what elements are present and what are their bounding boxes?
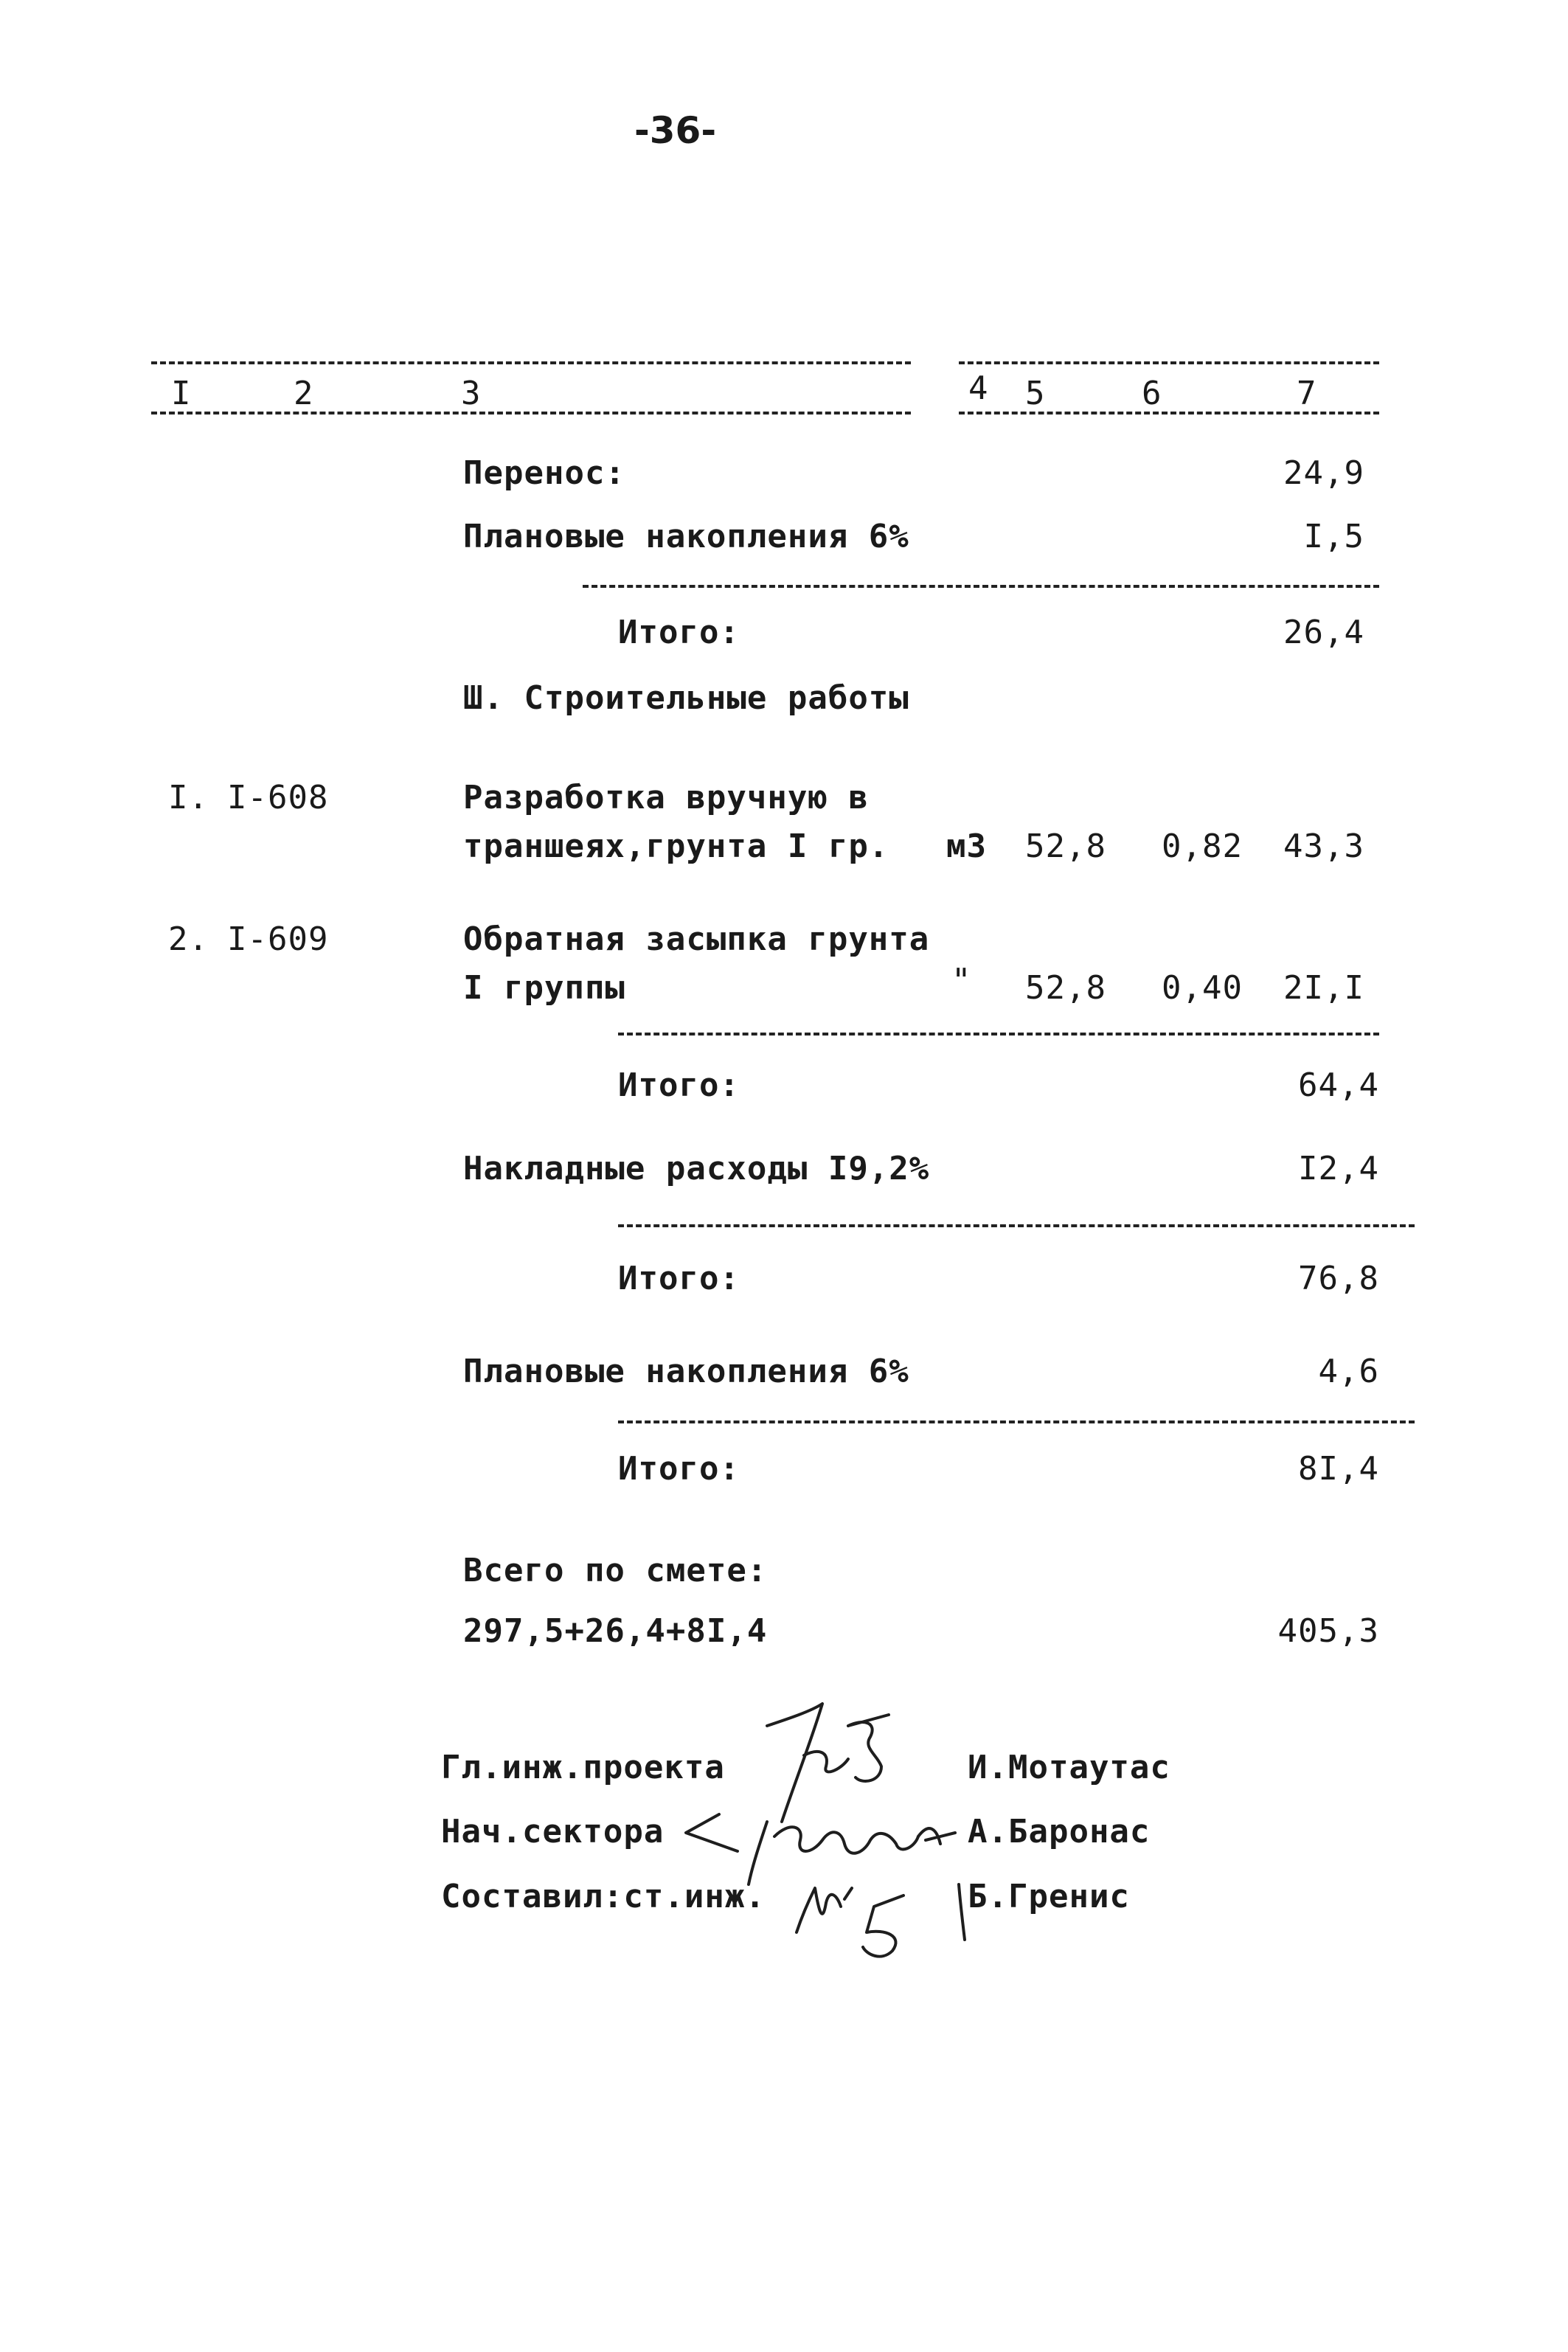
item-2-price: 0,40 (1162, 969, 1243, 1007)
signature-name-2: А.Баронас (968, 1813, 1151, 1850)
subtotal-2-total: 64,4 (1298, 1066, 1379, 1104)
item-2-unit: " (951, 962, 972, 999)
grand-total-value: 405,3 (1277, 1612, 1379, 1650)
signature-name-1: И.Мотаутас (968, 1749, 1170, 1786)
column-header-1: I (171, 375, 192, 412)
item-1-desc-line-1: Разработка вручную в (463, 779, 869, 816)
column-header-5: 5 (1025, 375, 1046, 412)
plan-savings-1-total: I,5 (1303, 518, 1364, 555)
column-header-6: 6 (1142, 375, 1162, 412)
item-1-total: 43,3 (1283, 828, 1364, 865)
grand-total-formula: 297,5+26,4+8I,4 (463, 1612, 768, 1650)
subtotal-1-total: 26,4 (1283, 614, 1364, 651)
section-heading: Ш. Строительные работы (463, 679, 909, 717)
signature-role-1: Гл.инж.проекта (441, 1749, 725, 1786)
item-1-quantity: 52,8 (1025, 828, 1106, 865)
item-1-desc-line-2: траншеях,грунта I гр. (463, 828, 889, 865)
item-2-desc-line-2: I группы (463, 969, 625, 1007)
item-1-number: I. (168, 779, 209, 816)
item-2-quantity: 52,8 (1025, 969, 1106, 1007)
plan-savings-2-label: Плановые накопления 6% (463, 1353, 909, 1390)
item-1-price: 0,82 (1162, 828, 1243, 865)
subtotal-4-total: 8I,4 (1298, 1450, 1379, 1488)
subtotal-3-label: Итого: (618, 1260, 740, 1297)
item-2-number: 2. (168, 920, 209, 958)
column-header-3: 3 (461, 375, 482, 412)
column-header-2: 2 (294, 375, 314, 412)
page-number: -36- (634, 109, 717, 152)
item-2-total: 2I,I (1283, 969, 1364, 1007)
subtotal-2-label: Итого: (618, 1066, 740, 1104)
subtotal-1-label: Итого: (618, 614, 740, 651)
item-2-code: I-609 (227, 920, 329, 958)
overhead-total: I2,4 (1298, 1150, 1379, 1187)
overhead-label: Накладные расходы I9,2% (463, 1150, 930, 1187)
signature-role-3: Составил:ст.инж. (441, 1878, 766, 1915)
carry-label: Перенос: (463, 454, 625, 492)
signature-name-3: Б.Гренис (968, 1878, 1130, 1915)
item-1-unit: м3 (946, 828, 987, 865)
subtotal-3-total: 76,8 (1298, 1260, 1379, 1297)
column-header-4: 4 (968, 370, 989, 407)
item-1-code: I-608 (227, 779, 329, 816)
item-2-desc-line-1: Обратная засыпка грунта (463, 920, 930, 958)
carry-total: 24,9 (1283, 454, 1364, 492)
plan-savings-1-label: Плановые накопления 6% (463, 518, 909, 555)
plan-savings-2-total: 4,6 (1318, 1353, 1379, 1390)
column-header-7: 7 (1297, 375, 1317, 412)
subtotal-4-label: Итого: (618, 1450, 740, 1488)
grand-total-label: Всего по смете: (463, 1552, 768, 1589)
signature-role-2: Нач.сектора (441, 1813, 665, 1850)
